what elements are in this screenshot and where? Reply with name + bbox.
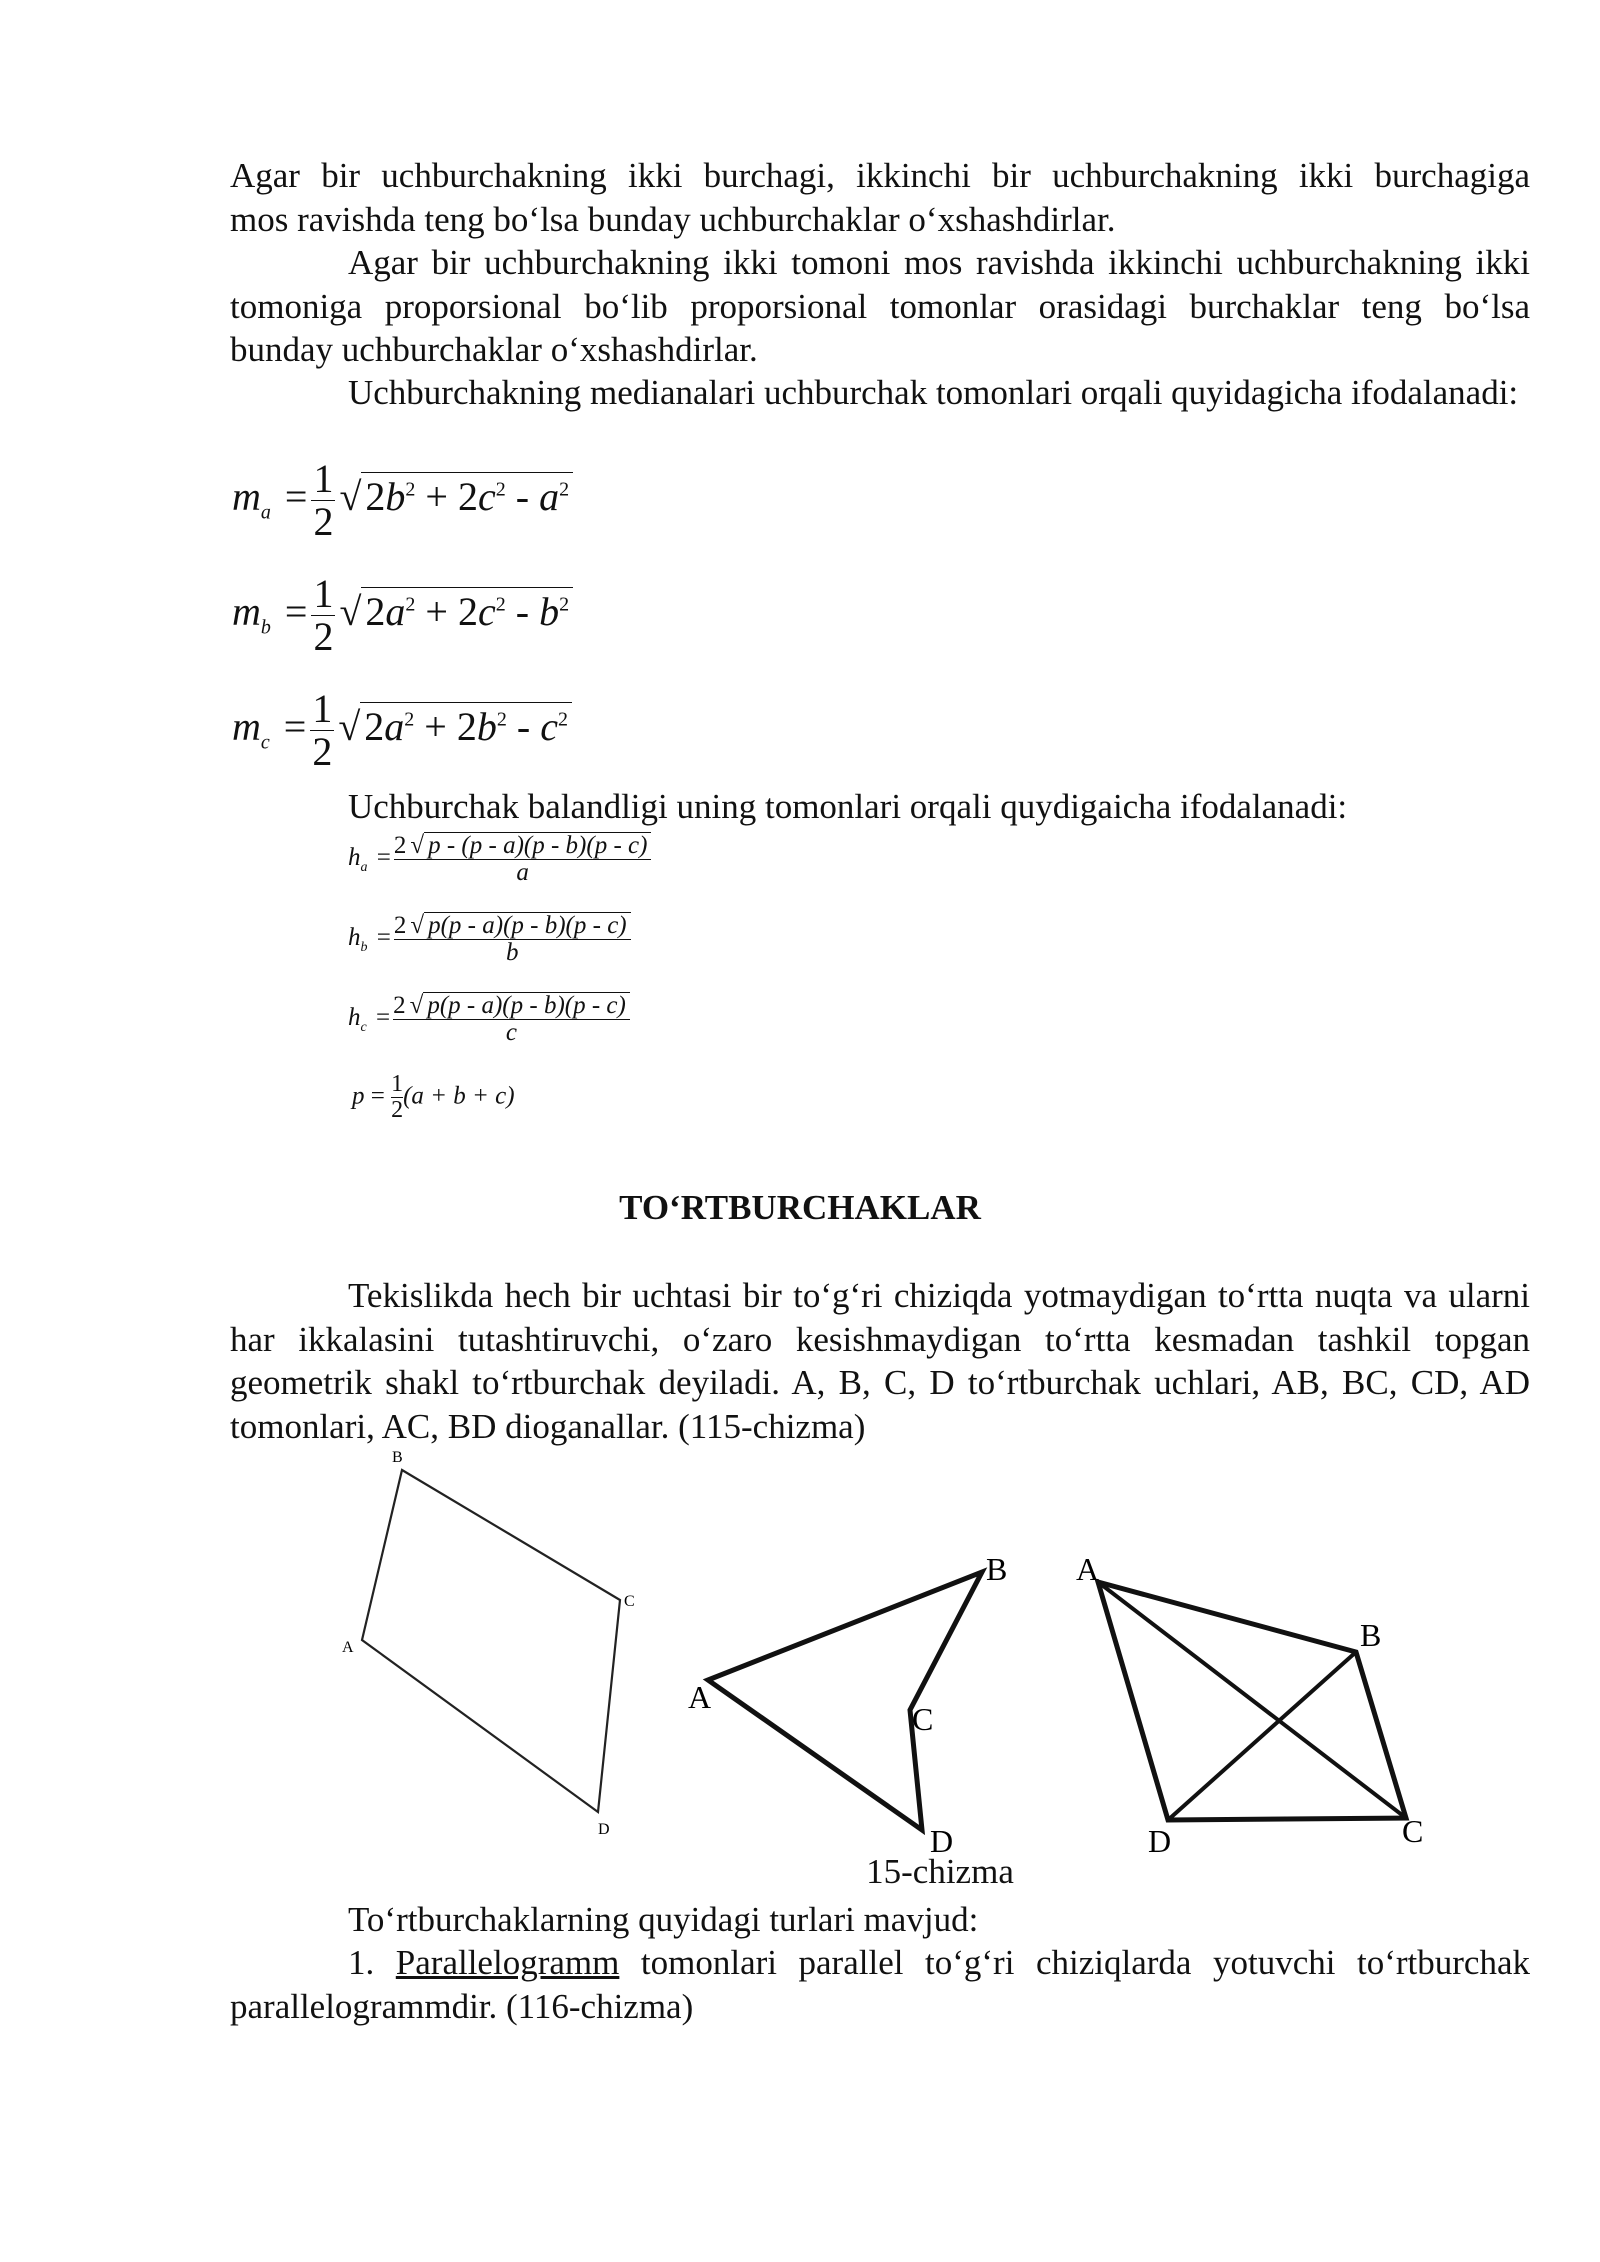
square-root: √ $2b^2 + 2c^2 - a^2$ [335,472,573,520]
radicand: p(p - a)(p - b)(p - c) [423,992,630,1019]
diagonal-bd [1168,1652,1356,1820]
list-number: 1. [348,1943,396,1982]
fraction-denominator: a [516,859,529,887]
vertex-label-b: B [1360,1617,1382,1653]
vertex-label-b: B [392,1449,403,1466]
fraction-denominator: 2 [391,1097,404,1124]
formula-lhs: h [348,843,361,871]
formula-lhs: p [352,1082,365,1110]
vertex-label-c: C [624,1593,635,1610]
paragraph-types-intro: To‘rtburchaklarning quyidagi turlari mavjud: [348,1900,979,1939]
paragraph-similar-sides: Agar bir uchburchakning ikki tomoni mos ravishda ikkinchi uchburchakning ikki tomoniga proporsional bo‘lib proporsional tomonlar orasidagi burchaklar teng bo‘lsa bunday uchburchaklar o‘xshashdirlar. [230,243,1530,369]
square-root: √ $2a^2 + 2c^2 - b^2$ [335,587,573,635]
section-heading: TO‘RTBURCHAKLAR [619,1188,981,1227]
height-formula-b: $h_b$ = $\frac{2 √ p(p - a)(p - b)(p - c)}{b}$ [348,912,631,967]
radicand: $2b^2 + 2c^2 - a^2$ [361,472,573,520]
formula-subscript: a [260,501,271,524]
fraction-numerator: 2 √ p - (p - a)(p - b)(p - c) [394,832,652,860]
fraction-numerator: 1 [391,1071,404,1097]
fraction-numerator: 1 [313,571,334,616]
median-formula-b: $m_b$ = $\frac{1}{2}$ √ $2a^2 + 2c^2 - b^2$ [232,573,573,658]
vertex-label-b: B [986,1551,1008,1587]
paragraph-heights-intro: Uchburchak balandligi uning tomonlari orqali quydigaicha ifodalanadi: [348,787,1348,826]
term-parallelogram: Parallelogramm [395,1943,620,1982]
formula-rhs: (a + b + c) [403,1082,515,1110]
square-root: √ $2a^2 + 2b^2 - c^2$ [334,702,572,750]
formula-lhs: h [348,1003,361,1031]
radicand: p(p - a)(p - b)(p - c) [424,912,631,939]
fraction-numerator: 2 √ p(p - a)(p - b)(p - c) [393,992,630,1020]
fraction-denominator: 2 [312,729,333,774]
formula-lhs: h [348,923,361,951]
radicand: $2a^2 + 2b^2 - c^2$ [360,702,572,750]
height-formula-a: $h_a$ = $\frac{2 √ p - (p - a)(p - b)(p - c)}{a}$ [348,832,651,887]
fraction-denominator: 2 [313,499,334,544]
quadrilateral-2 [708,1572,982,1830]
fraction-numerator: 2 √ p(p - a)(p - b)(p - c) [394,912,631,940]
vertex-label-a: A [342,1639,354,1656]
fraction-denominator: 2 [313,614,334,659]
median-formula-c: $m_c$ = $\frac{1}{2}$ √ $2a^2 + 2b^2 - c^2$ [232,688,572,773]
vertex-label-a: A [688,1679,712,1715]
fraction-denominator: b [505,939,519,967]
quadrilateral-1 [362,1470,620,1812]
paragraph-parallelogram [230,1941,1530,2028]
vertex-label-c: C [912,1701,934,1737]
text-line: mos ravishda teng bo‘lsa bunday uchburchaklar o‘xshashdirlar. [230,199,1116,239]
vertex-label-d: D [1148,1823,1172,1859]
radicand: $2a^2 + 2c^2 - b^2$ [361,587,573,635]
semiperimeter-formula: p = $\frac{1}{2}$ (a + b + c) [352,1071,515,1124]
paragraph-quadrilateral-definition: Tekislikda hech bir uchtasi bir to‘g‘ri chiziqda yotmaydigan to‘rtta nuqta va ularni har ikkalasini tutashtiruvchi, o‘zaro kesishmaydigan to‘rtta kesmadan tashkil topgan geometrik shakl to‘rtburchak deyiladi. A, B, C, D to‘rtburchak uchlari, AB, BC, CD, AD tomonlari, AC, BD dioganallar. (115-chizma) [230,1276,1530,1446]
height-formula-c: $h_c$ = $\frac{2 √ p(p - a)(p - b)(p - c)}{c}$ [348,992,630,1047]
figure-caption: 15-chizma [866,1852,1014,1891]
formula-subscript: b [360,939,368,955]
formula-lhs: m [232,703,261,749]
fraction-denominator: c [505,1019,518,1047]
vertex-label-d: D [598,1821,610,1838]
paragraph-text: tomonlari parallel to‘g‘ri chiziqlarda yotuvchi to‘rtburchak parallelogrammdir. (116-chizma) [230,1943,1530,2026]
formula-lhs: m [232,588,261,634]
formula-subscript: c [360,1019,367,1035]
vertex-label-c: C [1402,1813,1424,1849]
fraction-numerator: 1 [312,686,333,731]
fraction-numerator: 1 [313,456,334,501]
vertex-label-a: A [1076,1551,1100,1587]
formula-subscript: c [260,731,270,754]
radicand: p - (p - a)(p - b)(p - c) [424,832,651,859]
text-line: Agar bir uchburchakning ikki burchagi, ikkinchi bir uchburchakning ikki burchagiga [230,156,1530,195]
formula-subscript: b [260,616,271,639]
formula-subscript: a [360,859,368,875]
formula-lhs: m [232,473,261,519]
vertex-label-d: D [930,1823,954,1859]
paragraph-medians-intro: Uchburchakning medianalari uchburchak tomonlari orqali quyidagicha ifodalanadi: [348,373,1519,412]
median-formula-a: $m_a$ = $\frac{1}{2}$ √ $2b^2 + 2c^2 - a^2$ [232,458,573,543]
